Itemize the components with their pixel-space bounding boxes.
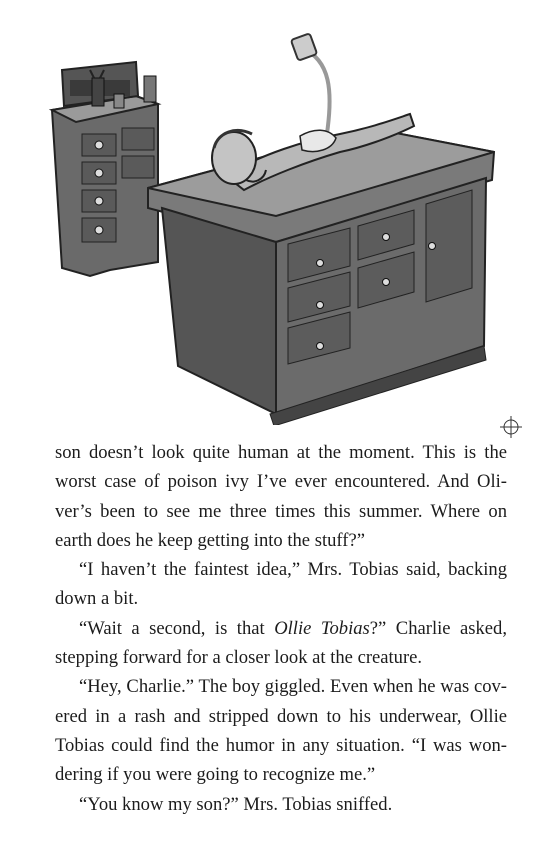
paragraph-2-text: “I haven’t the faintest idea,” Mrs. Tobias said, backing down a bit. [55,559,507,610]
paragraph-4 [55,672,507,789]
paragraph-3-italic-name: Ollie Tobias [274,617,370,639]
paragraph-2 [55,555,507,614]
paragraph-5-text: “You know my son?” Mrs. Tobias sniffed. [79,793,393,815]
paragraph-3-text-a: “Wait a second, is that [79,617,275,639]
paragraph-5 [55,790,507,819]
paragraph-1 [55,438,507,555]
paragraph-1-text: son doesn’t look quite human at the moment. This is the worst case of poison ivy I’ve ever encountered. And Oliver’s been to see me three times this summer. Where on earth does he keep getting into the stuff?” [55,442,507,551]
exam-table [148,128,494,425]
paragraph-4-text: “Hey, Charlie.” The boy giggled. Even when he was covered in a rash and stripped down to his underwear, Ollie Tobias could find the humor in any situation. “I was wondering if you were going to recognize me.” [55,676,507,786]
page-body-text [55,438,507,819]
medicine-cabinet [52,62,158,276]
exam-table-illustration [40,30,530,425]
paragraph-3 [55,614,507,673]
paragraph-3-text-b: ?” Charlie asked, stepping forward for a closer look at the creature. [55,617,507,669]
registration-mark-icon [500,416,522,438]
